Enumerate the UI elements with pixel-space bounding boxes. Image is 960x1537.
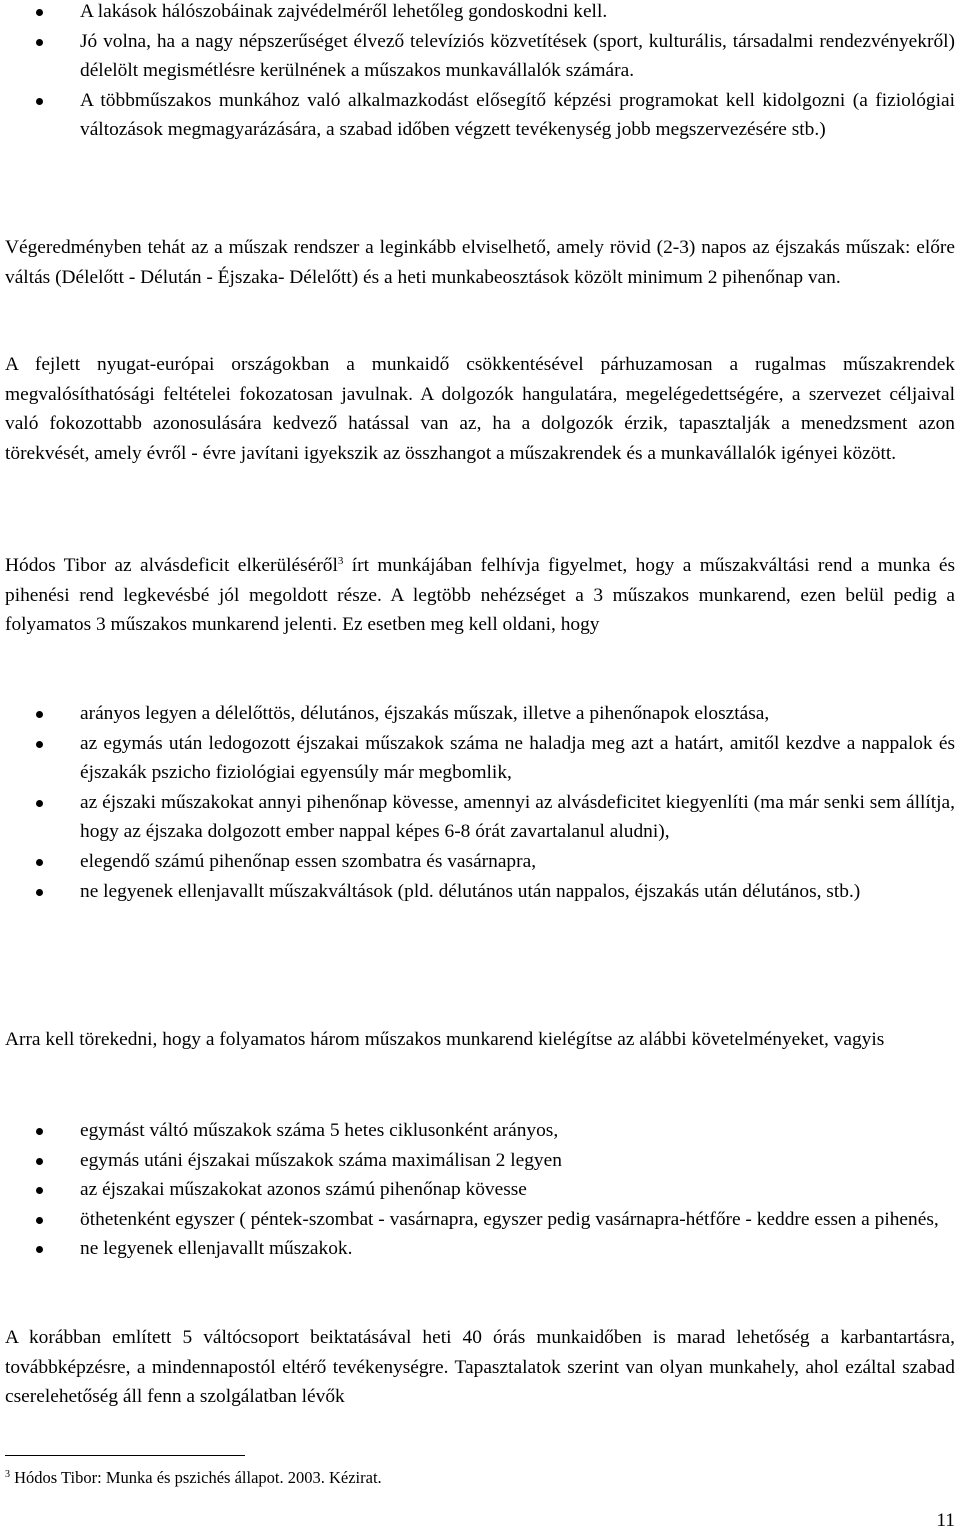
bullet-icon [36,859,43,866]
bullet-icon [36,1158,43,1165]
footnote-ref[interactable]: 3 [337,555,344,567]
paragraph-hodos: Hódos Tibor az alvásdeficit elkerüléséről$^3$ írt munkájában felhívja figyelmet, hogy a műszakváltási rend a munka és pihenési rend legkevésbé jól megoldott része. A legtöbb nehézséget a 3 műszakos munkarend, ezen belül pedig a folyamatos 3 műszakos munkarend jelenti. Ez esetben meg kell oldani, hogy [5,555,955,636]
bullet-icon [36,741,43,748]
list-item: A többműszakos munkához való alkalmazkodást elősegítő képzési programokat kell kidolgozni (a fiziológiai változások megmagyarázására, a szabad időben végzett tevékenység jobb megszervezésére stb.) [0,86,955,145]
bullet-icon [36,1128,43,1135]
list-item: Jó volna, ha a nagy népszerűséget élvező televíziós közvetítések (sport, kulturális, társadalmi rendezvényekről) délelölt megismétlésre kerülnének a műszakos munkavállalók számára. [0,27,955,86]
bullet-icon [36,39,43,46]
bullet-icon [36,1217,43,1224]
bullet-icon [36,1187,43,1194]
bullet-list-bottom [0,1116,955,1264]
footnote-number: 3 [5,1469,10,1480]
list-item: arányos legyen a délelőttös, délutános, éjszakás műszak, illetve a pihenőnapok elosztása, [0,699,955,729]
list-item: ne legyenek ellenjavallt műszakváltások (pld. délutános után nappalos, éjszakás után délutános, stb.) [0,877,955,907]
list-item: egymást váltó műszakok száma 5 hetes ciklusonként arányos, [0,1116,955,1146]
bullet-list-middle [0,699,955,906]
list-item: egymás utáni éjszakai műszakok száma maximálisan 2 legyen [0,1146,955,1176]
bullet-icon [36,800,43,807]
list-item: az éjszaki műszakokat annyi pihenőnap kövesse, amennyi az alvásdeficitet kiegyenlíti (ma már senki sem állítja, hogy az éjszaka dolgozott ember nappal képes 6-8 órát zavartalanul aludni), [0,788,955,847]
page-number: 11 [936,1510,955,1531]
paragraph-korabban: A korábban említett 5 váltócsoport beiktatásával heti 40 órás munkaidőben is marad lehetőség a karbantartásra, továbbképzésre, a mindennapostól eltérő tevékenységre. Tapasztalatok szerint van olyan munkahely, ahol ezáltal szabad cserelehetőség áll fenn a szolgálatban lévők [5,1327,955,1408]
list-item: ne legyenek ellenjavallt műszakok. [0,1234,955,1264]
bullet-icon [36,98,43,105]
footnote: $^3$ Hódos Tibor: Munka és pszichés állapot. 2003. Kézirat. [5,1468,382,1487]
list-item: az egymás után ledogozott éjszakai műszakok száma ne haladja meg azt a határt, amitől kezdve a nappalok és éjszakák pszicho fiziológiai egyensúly már megbomlik, [0,729,955,788]
list-item: az éjszakai műszakokat azonos számú pihenőnap kövesse [0,1175,955,1205]
bullet-icon [36,889,43,896]
paragraph-vegeredmeny: Végeredményben tehát az a műszak rendszer a leginkább elviselhető, amely rövid (2-3) napos az éjszakás műszak: előre váltás (Délelőtt - Délután - Éjszaka- Délelőtt) és a heti munkabeosztások közölt minimum 2 pihenőnap van. [5,237,955,288]
bullet-icon [36,1246,43,1253]
paragraph-arra: Arra kell törekedni, hogy a folyamatos három műszakos munkarend kielégítse az alábbi követelményeket, vagyis [5,1029,885,1050]
list-item: A lakások hálószobáinak zajvédelméről lehetőleg gondoskodni kell. [0,0,955,27]
bullet-icon [36,711,43,718]
list-item: öthetenként egyszer ( péntek-szombat - vasárnapra, egyszer pedig vasárnapra-hétfőre - keddre essen a pihenés, [0,1205,955,1235]
list-item: elegendő számú pihenőnap essen szombatra és vasárnapra, [0,847,955,877]
footnote-divider [5,1455,245,1456]
bullet-icon [36,9,43,16]
bullet-list-top [0,0,955,145]
paragraph-fejlett: A fejlett nyugat-európai országokban a munkaidő csökkentésével párhuzamosan a rugalmas műszakrendek megvalósíthatósági feltételei fokozatosan javulnak. A dolgozók hangulatára, megelégedettségére, a szervezet céljaival való fokozottabb azonosulására kedvező hatással van az, ha a dolgozók érzik, tapasztalják a menedzsment azon törekvését, amely évről - évre javítani igyekszik az összhangot a műszakrendek és a munkavállalók igényei között. [5,354,955,464]
